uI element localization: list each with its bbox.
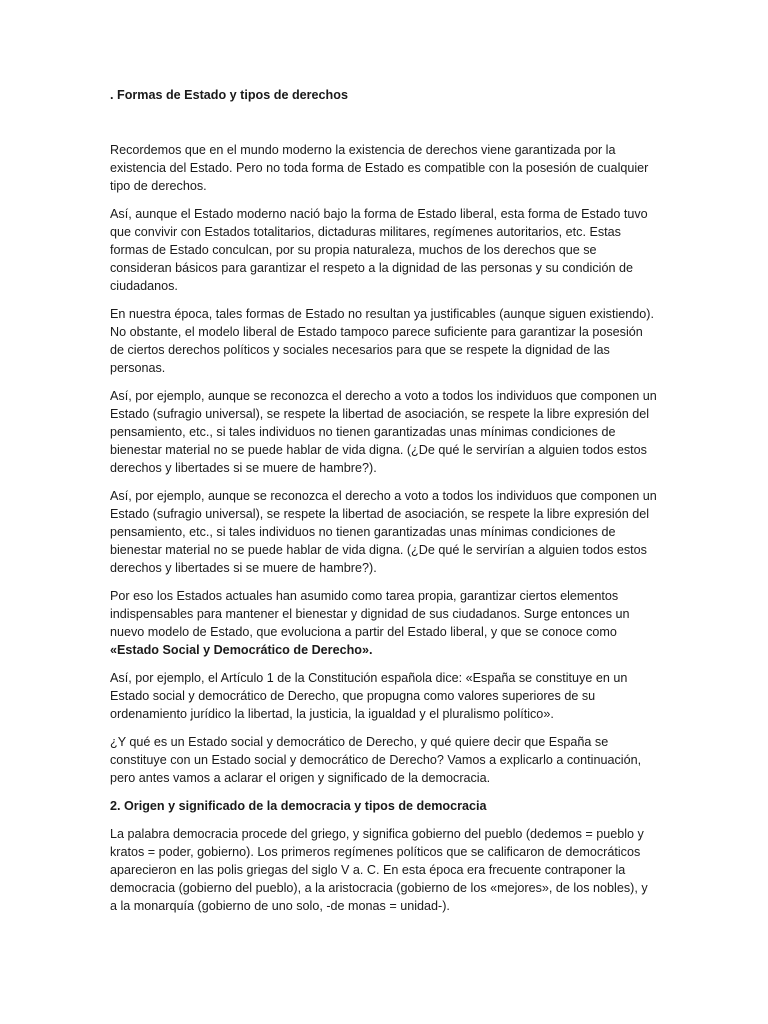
section-heading-formas-de-estado: . Formas de Estado y tipos de derechos: [110, 88, 348, 102]
document-page: [110, 86, 658, 925]
paragraph: En nuestra época, tales formas de Estado no resultan ya justificables (aunque siguen existiendo). No obstante, el modelo liberal de Estado tampoco parece suficiente para garantizar la posesión de ciertos derechos políticos y sociales necesarios para que se respete la dignidad de las personas.: [110, 307, 654, 375]
paragraph-constitucion: Así, por ejemplo, el Artículo 1 de la Constitución española dice: «España se constituye en un Estado social y democrático de Derecho, que propugna como valores superiores de su ordenamiento jurídico la libertad, la justicia, la igualdad y el pluralismo político».: [110, 671, 628, 721]
paragraph: Recordemos que en el mundo moderno la existencia de derechos viene garantizada por la existencia del Estado. Pero no toda forma de Estado es compatible con la posesión de cualquier tipo de derechos.: [110, 143, 649, 193]
paragraph: Así, aunque el Estado moderno nació bajo la forma de Estado liberal, esta forma de Estado tuvo que convivir con Estados totalitarios, dictaduras militares, regímenes autoritarios, etc. Estas formas de Estado conculcan, por su propia naturaleza, muchos de los derechos que se consideran básicos para garantizar el respeto a la dignidad de las personas y su condición de ciudadanos.: [110, 207, 648, 293]
paragraph: La palabra democracia procede del griego, y significa gobierno del pueblo (dedemos = pueblo y kratos = poder, gobierno). Los primeros regímenes políticos que se calificaron de democráticos aparecieron en las polis griegas del siglo V a. C. En esta época era frecuente contraponer la democracia (gobierno del pueblo), a la aristocracia (gobierno de los «mejores», de los nobles), y a la monarquía (gobierno de uno solo, -de monas = unidad-).: [110, 827, 648, 913]
paragraph: Así, por ejemplo, aunque se reconozca el derecho a voto a todos los individuos que componen un Estado (sufragio universal), se respete la libertad de asociación, se respete la libre expresión del pensamiento, etc., si tales individuos no tienen garantizadas unas mínimas condiciones de bienestar material no se puede hablar de vida digna. (¿De qué le servirían a alguien todos estos derechos y libertades si se muere de hambre?).: [110, 389, 657, 475]
section-heading-origen-democracia: 2. Origen y significado de la democracia y tipos de democracia: [110, 799, 487, 813]
paragraph-estado-social: [110, 587, 658, 659]
paragraph-text: Por eso los Estados actuales han asumido como tarea propia, garantizar ciertos elementos indispensables para mantener el bienestar y dignidad de sus ciudadanos. Surge entonces un nuevo modelo de Estado, que evoluciona a partir del Estado liberal, y que se conoce como: [110, 589, 630, 639]
paragraph: Así, por ejemplo, aunque se reconozca el derecho a voto a todos los individuos que componen un Estado (sufragio universal), se respete la libertad de asociación, se respete la libre expresión del pensamiento, etc., si tales individuos no tienen garantizadas unas mínimas condiciones de bienestar material no se puede hablar de vida digna. (¿De qué le servirían a alguien todos estos derechos y libertades si se muere de hambre?).: [110, 489, 657, 575]
paragraph: ¿Y qué es un Estado social y democrático de Derecho, y qué quiere decir que España se constituye con un Estado social y democrático de Derecho? Vamos a explicarlo a continuación, pero antes vamos a aclarar el origen y significado de la democracia.: [110, 735, 642, 785]
emphasis-estado-social: «Estado Social y Democrático de Derecho».: [110, 643, 373, 657]
